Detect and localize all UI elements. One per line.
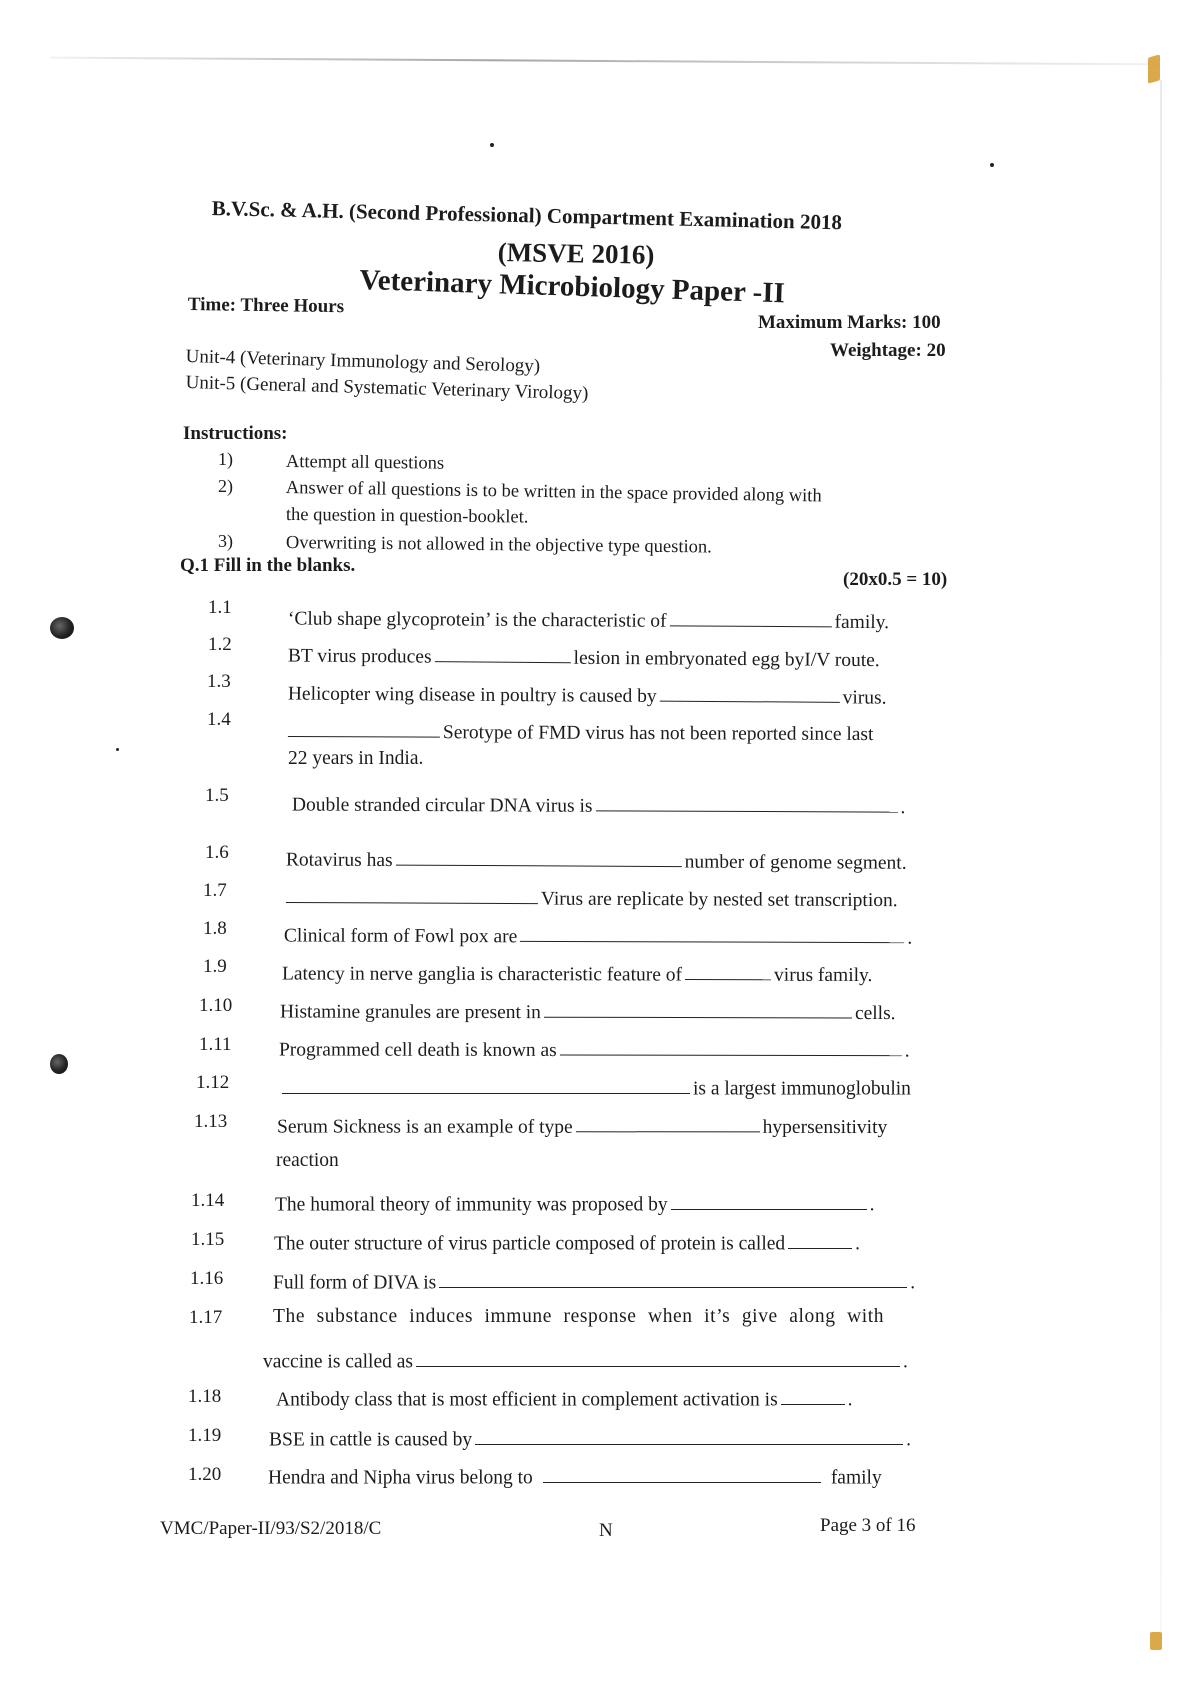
item-number: 1.18 <box>188 1386 222 1407</box>
scan-edge-top <box>50 57 1160 66</box>
question-item-continuation: reaction <box>276 1150 339 1171</box>
unit-4: Unit-4 (Veterinary Immunology and Serology) <box>185 346 541 377</box>
answer-blank[interactable] <box>544 997 852 1019</box>
punch-hole-lower <box>50 1054 68 1074</box>
scan-speck <box>990 163 994 167</box>
answer-blank[interactable] <box>475 1424 903 1445</box>
punch-hole-upper <box>50 617 74 639</box>
item-number: 1.15 <box>191 1229 225 1250</box>
answer-blank[interactable] <box>560 1034 902 1056</box>
instruction-number: 2) <box>218 476 233 496</box>
scan-speck <box>490 143 494 147</box>
item-number: 1.1 <box>208 597 232 618</box>
instructions-heading: Instructions: <box>183 423 288 444</box>
question-item: The outer structure of virus particle composed of protein is called . <box>274 1228 860 1255</box>
answer-blank[interactable] <box>288 716 440 738</box>
item-number: 1.3 <box>207 671 231 692</box>
syllabus-code: (MSVE 2016) <box>497 237 655 270</box>
answer-blank[interactable] <box>788 1228 852 1249</box>
answer-blank[interactable] <box>282 1073 690 1094</box>
question-item-continuation: 22 years in India. <box>288 748 424 769</box>
set-letter: N <box>599 1520 613 1541</box>
answer-blank[interactable] <box>595 790 897 813</box>
item-number: 1.8 <box>203 918 227 939</box>
question-item: Programmed cell death is known as . <box>279 1034 910 1063</box>
question-heading: Q.1 Fill in the blanks. <box>180 555 356 576</box>
scan-speck <box>116 748 119 751</box>
page-number: Page 3 of 16 <box>820 1515 916 1536</box>
question-item: Antibody class that is most efficient in complement activation is . <box>276 1384 853 1411</box>
item-number: 1.14 <box>191 1190 225 1211</box>
instruction-text: Overwriting is not allowed in the objective type question. <box>285 533 712 558</box>
question-item: Rotavirus has number of genome segment. <box>286 844 907 875</box>
instruction-text: Attempt all questions <box>285 452 445 474</box>
question-item: Hendra and Nipha virus belong to family <box>268 1462 882 1489</box>
question-item: Latency in nerve ganglia is characteristic feature of virus family. <box>282 958 873 987</box>
tape-mark-top <box>1148 54 1160 83</box>
answer-blank[interactable] <box>685 959 771 981</box>
unit-5: Unit-5 (General and Systematic Veterinary Virology) <box>185 372 589 405</box>
scan-edge-right <box>1160 80 1162 1640</box>
question-item: is a largest immunoglobulin <box>282 1073 911 1100</box>
item-number: 1.13 <box>194 1111 228 1132</box>
item-number: 1.11 <box>199 1034 232 1055</box>
answer-blank[interactable] <box>660 681 840 704</box>
answer-blank[interactable] <box>416 1346 900 1367</box>
answer-blank[interactable] <box>781 1384 845 1405</box>
question-item: Serum Sickness is an example of type hypersensitivity <box>277 1111 887 1139</box>
item-number: 1.6 <box>205 842 229 863</box>
instruction-number: 1) <box>218 449 233 469</box>
question-item: BT virus produces lesion in embryonated egg byI/V route. <box>288 640 880 672</box>
instruction-number: 3) <box>218 531 233 551</box>
question-item: Helicopter wing disease in poultry is caused by virus. <box>288 678 887 710</box>
item-number: 1.10 <box>199 995 233 1016</box>
question-item: ‘Club shape glycoprotein’ is the characteristic of family. <box>288 603 889 634</box>
item-number: 1.5 <box>205 785 229 806</box>
tape-mark-bottom <box>1150 1632 1162 1650</box>
question-item: The humoral theory of immunity was proposed by . <box>275 1189 875 1216</box>
question-item: Histamine granules are present in cells. <box>280 996 896 1025</box>
paper-code: VMC/Paper-II/93/S2/2018/C <box>160 1518 382 1539</box>
item-number: 1.17 <box>189 1307 223 1328</box>
answer-blank[interactable] <box>543 1462 821 1483</box>
exam-title: B.V.Sc. & A.H. (Second Professional) Compartment Examination 2018 <box>211 196 843 235</box>
question-item: The substance induces immune response when it’s give along with <box>273 1306 885 1327</box>
question-marks: (20x0.5 = 10) <box>843 569 948 590</box>
question-item: Virus are replicate by nested set transcription. <box>286 882 898 912</box>
answer-blank[interactable] <box>671 1189 867 1210</box>
item-number: 1.19 <box>188 1425 222 1446</box>
item-number: 1.9 <box>203 956 227 977</box>
item-number: 1.7 <box>203 880 227 901</box>
paper-title: Veterinary Microbiology Paper -II <box>358 264 786 310</box>
answer-blank[interactable] <box>576 1111 760 1133</box>
answer-blank[interactable] <box>670 605 832 627</box>
answer-blank[interactable] <box>435 641 571 664</box>
time-allowed: Time: Three Hours <box>187 294 345 318</box>
weightage: Weightage: 20 <box>830 340 946 361</box>
item-number: 1.2 <box>208 634 232 655</box>
instruction-text: the question in question-booklet. <box>285 505 529 528</box>
instruction-text: Answer of all questions is to be written in the space provided along with <box>285 478 822 507</box>
question-item: Serotype of FMD virus has not been reported since last <box>288 716 874 746</box>
item-number: 1.20 <box>188 1464 222 1485</box>
question-item: Full form of DIVA is . <box>273 1267 915 1294</box>
answer-blank[interactable] <box>439 1267 907 1288</box>
item-number: 1.12 <box>196 1072 230 1093</box>
question-item: Clinical form of Fowl pox are . <box>284 920 912 950</box>
question-item-continuation: vaccine is called as . <box>263 1346 908 1373</box>
maximum-marks: Maximum Marks: 100 <box>758 312 941 333</box>
item-number: 1.16 <box>190 1268 224 1289</box>
item-number: 1.4 <box>207 709 231 730</box>
answer-blank[interactable] <box>396 845 682 868</box>
question-item: BSE in cattle is caused by . <box>269 1424 911 1451</box>
answer-blank[interactable] <box>286 882 538 905</box>
answer-blank[interactable] <box>520 921 904 944</box>
question-item: Double stranded circular DNA virus is . <box>292 789 906 819</box>
